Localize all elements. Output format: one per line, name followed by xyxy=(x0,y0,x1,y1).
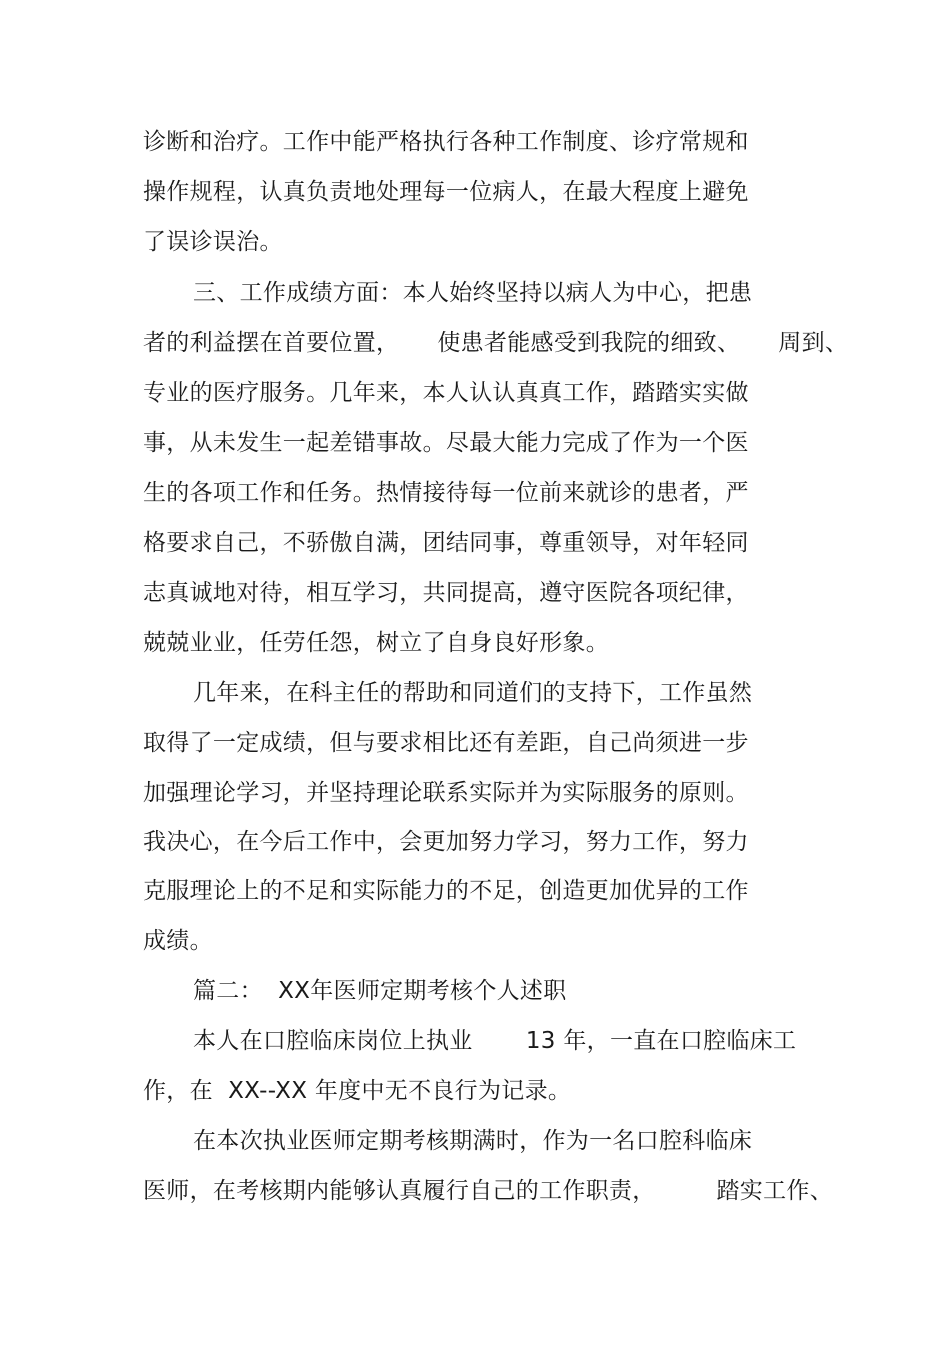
paragraph-line: 生的各项工作和任务。热情接待每一位前来就诊的患者，严 xyxy=(143,480,749,506)
paragraph-line: 我决心，在今后工作中，会更加努力学习，努力工作，努力 xyxy=(143,829,749,855)
paragraph-line: 医师，在考核期内能够认真履行自己的工作职责， 踏实工作、 xyxy=(143,1178,833,1204)
paragraph-line: 兢兢业业，任劳任怨，树立了自身良好形象。 xyxy=(143,630,609,656)
paragraph-line: 成绩。 xyxy=(143,928,213,954)
paragraph-line: 加强理论学习，并坚持理论联系实际并为实际服务的原则。 xyxy=(143,780,749,806)
paragraph-line: 几年来，在科主任的帮助和同道们的支持下，工作虽然 xyxy=(193,680,753,706)
paragraph-line: 三、工作成绩方面：本人始终坚持以病人为中心，把患 xyxy=(193,280,753,306)
paragraph-line: 诊断和治疗。工作中能严格执行各种工作制度、诊疗常规和 xyxy=(143,129,749,155)
paragraph-line: 者的利益摆在首要位置， 使患者能感受到我院的细致、 周到、 xyxy=(143,330,849,356)
paragraph-line: 在本次执业医师定期考核期满时，作为一名口腔科临床 xyxy=(193,1128,753,1154)
paragraph-line: 克服理论上的不足和实际能力的不足，创造更加优异的工作 xyxy=(143,878,749,904)
paragraph-line: 本人在口腔临床岗位上执业 13 年，一直在口腔临床工 xyxy=(193,1028,797,1054)
paragraph-line: 取得了一定成绩，但与要求相比还有差距，自己尚须进一步 xyxy=(143,730,749,756)
paragraph-line: 了误诊误治。 xyxy=(143,229,283,255)
section-heading: 篇二： XX年医师定期考核个人述职 xyxy=(193,978,567,1004)
paragraph-line: 操作规程，认真负责地处理每一位病人，在最大程度上避免 xyxy=(143,179,749,205)
paragraph-line: 专业的医疗服务。几年来，本人认认真真工作，踏踏实实做 xyxy=(143,380,749,406)
paragraph-line: 格要求自己，不骄傲自满，团结同事，尊重领导，对年轻同 xyxy=(143,530,749,556)
paragraph-line: 志真诚地对待，相互学习，共同提高，遵守医院各项纪律， xyxy=(143,580,749,606)
paragraph-line: 作，在 XX--XX 年度中无不良行为记录。 xyxy=(143,1078,572,1104)
paragraph-line: 事，从未发生一起差错事故。尽最大能力完成了作为一个医 xyxy=(143,430,749,456)
